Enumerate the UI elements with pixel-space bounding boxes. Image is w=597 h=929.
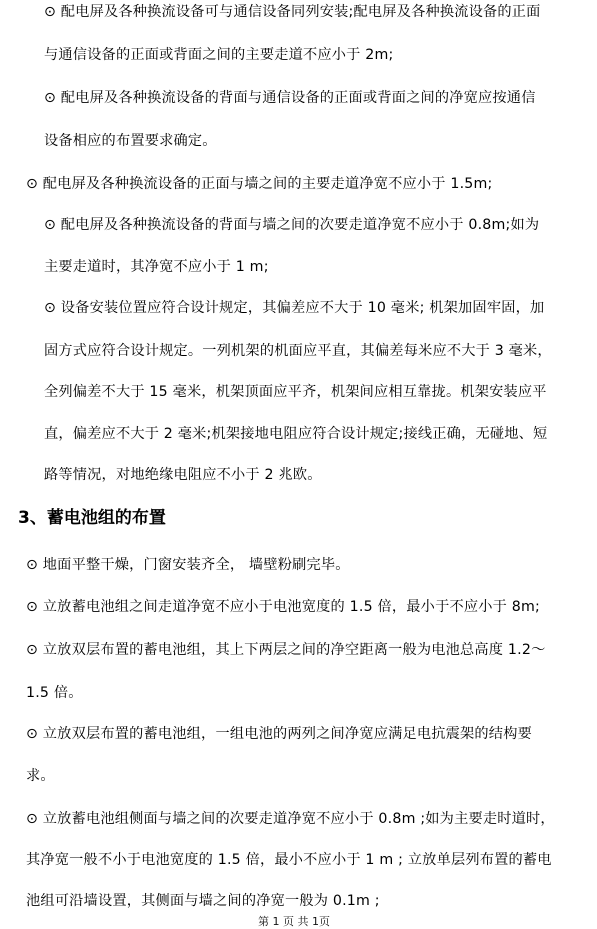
- text-line: ⊙ 配电屏及各种换流设备的背面与通信设备的正面或背面之间的净宽应按通信: [44, 90, 536, 106]
- text-line: 直，偏差应不大于 2 毫米;机架接地电阻应符合设计规定;接线正确，无碰地、短: [44, 426, 548, 442]
- section-heading: 3、蓄电池组的布置: [18, 508, 166, 528]
- text-line: ⊙ 配电屏及各种换流设备的背面与墙之间的次要走道净宽不应小于 0.8m;如为: [44, 217, 540, 233]
- text-line: ⊙ 立放蓄电池组之间走道净宽不应小于电池宽度的 1.5 倍，最小于不应小于 8m;: [26, 599, 540, 615]
- text-line: 固方式应符合设计规定。一列机架的机面应平直，其偏差每米应不大于 3 毫米，: [44, 343, 552, 359]
- text-line: ⊙ 地面平整干燥，门窗安装齐全， 墙壁粉刷完毕。: [26, 557, 350, 573]
- text-line: 设备相应的布置要求确定。: [44, 133, 217, 149]
- text-line: ⊙ 配电屏及各种换流设备的正面与墙之间的主要走道净宽不应小于 1.5m;: [26, 176, 493, 192]
- text-line: 路等情况，对地绝缘电阻应不小于 2 兆欧。: [44, 467, 322, 483]
- page-footer: 第 1 页 共 1页: [258, 915, 330, 928]
- text-line: ⊙ 配电屏及各种换流设备可与通信设备同列安装;配电屏及各种换流设备的正面: [44, 4, 541, 20]
- text-line: 其净宽一般不小于电池宽度的 1.5 倍，最小不应小于 1 m ; 立放单层列布置的蓄电: [26, 852, 552, 868]
- text-line: ⊙ 设备安装位置应符合设计规定，其偏差应不大于 10 毫米; 机架加固牢固，加: [44, 300, 545, 316]
- text-line: ⊙ 立放蓄电池组侧面与墙之间的次要走道净宽不应小于 0.8m ;如为主要走时道时，: [26, 811, 555, 827]
- text-line: 1.5 倍。: [26, 685, 83, 701]
- text-line: ⊙ 立放双层布置的蓄电池组，一组电池的两列之间净宽应满足电抗震架的结构要: [26, 726, 532, 742]
- text-line: 池组可沿墙设置，其侧面与墙之间的净宽一般为 0.1m ;: [26, 893, 380, 909]
- text-line: 主要走道时，其净宽不应小于 1 m;: [44, 259, 269, 275]
- text-line: ⊙ 立放双层布置的蓄电池组，其上下两层之间的净空距离一般为电池总高度 1.2～: [26, 642, 546, 658]
- text-line: 与通信设备的正面或背面之间的主要走道不应小于 2m;: [44, 47, 394, 63]
- text-line: 全列偏差不大于 15 毫米，机架顶面应平齐，机架间应相互靠拢。机架安装应平: [44, 384, 547, 400]
- text-line: 求。: [26, 768, 55, 784]
